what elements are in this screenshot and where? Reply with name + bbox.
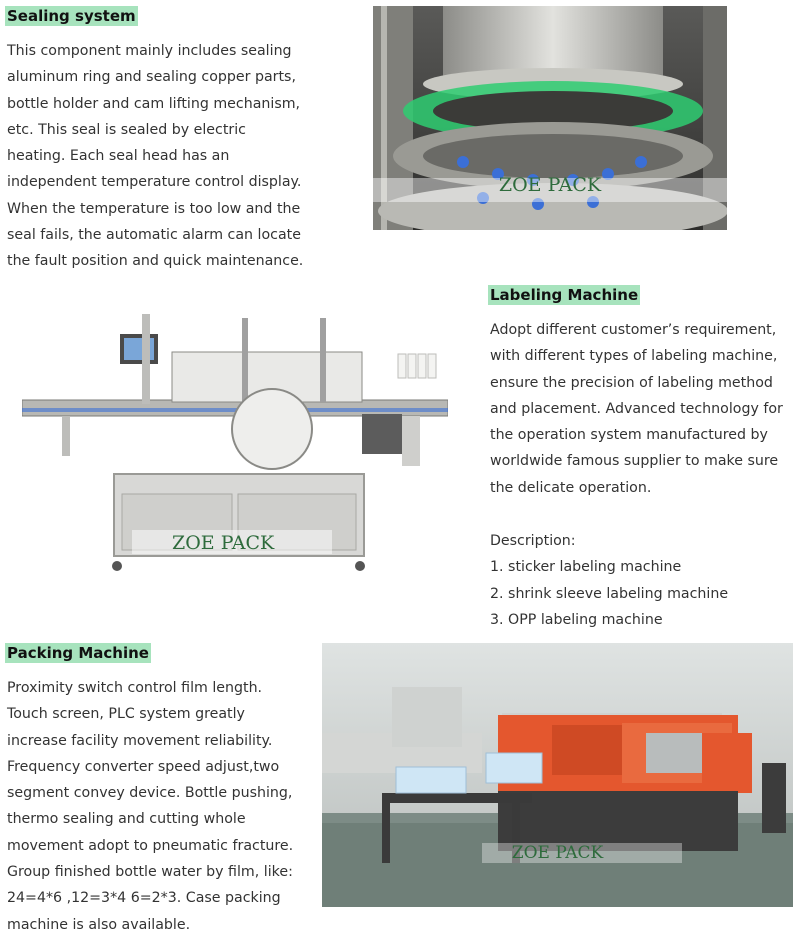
packing-machine-photo xyxy=(322,643,793,907)
list-item: 2. shrink sleeve labeling machine xyxy=(490,585,729,602)
packing-machine-description: Proximity switch control film length. Touch screen, PLC system greatly increase facility movement reliability. Frequency converter speed adjust,two segment convey device. Bottle pushing, thermo sealing and cutting whole movement adopt to pneumatic fracture. Group finished bottle water by film, like: 24=4*6 ,12=3*4 6=2*3. Case packing machine is also available. xyxy=(7,680,294,933)
labeling-machine-photo xyxy=(22,304,448,572)
sealing-system-photo xyxy=(373,6,727,230)
zoe-pack-watermark: ZOE PACK xyxy=(511,843,604,863)
sealing-system-heading: Sealing system xyxy=(7,7,136,25)
labeling-machine-heading: Labeling Machine xyxy=(490,286,639,304)
labeling-machine-description: Adopt different customer’s requirement, with different types of labeling machine, ensure the precision of labeling method and placement. Advanced technology for the operation system manufactured by worldwide famous supplier to make sure the delicate operation. xyxy=(490,322,783,496)
zoe-pack-watermark: ZOE PACK xyxy=(498,174,602,196)
zoe-pack-watermark: ZOE PACK xyxy=(172,532,275,554)
list-item: 3. OPP labeling machine xyxy=(490,611,663,628)
description-label: Description: xyxy=(490,533,576,549)
list-item: 1. sticker labeling machine xyxy=(490,559,682,576)
packing-machine-heading: Packing Machine xyxy=(7,644,149,662)
labeling-machine-types xyxy=(490,528,728,633)
sealing-system-description: This component mainly includes sealing aluminum ring and sealing copper parts, bottle holder and cam lifting mechanism, etc. This seal is sealed by electric heating. Each seal head has an independent temperature control display. When the temperature is too low and the seal fails, the automatic alarm can locate the fault position and quick maintenance. xyxy=(7,43,304,270)
